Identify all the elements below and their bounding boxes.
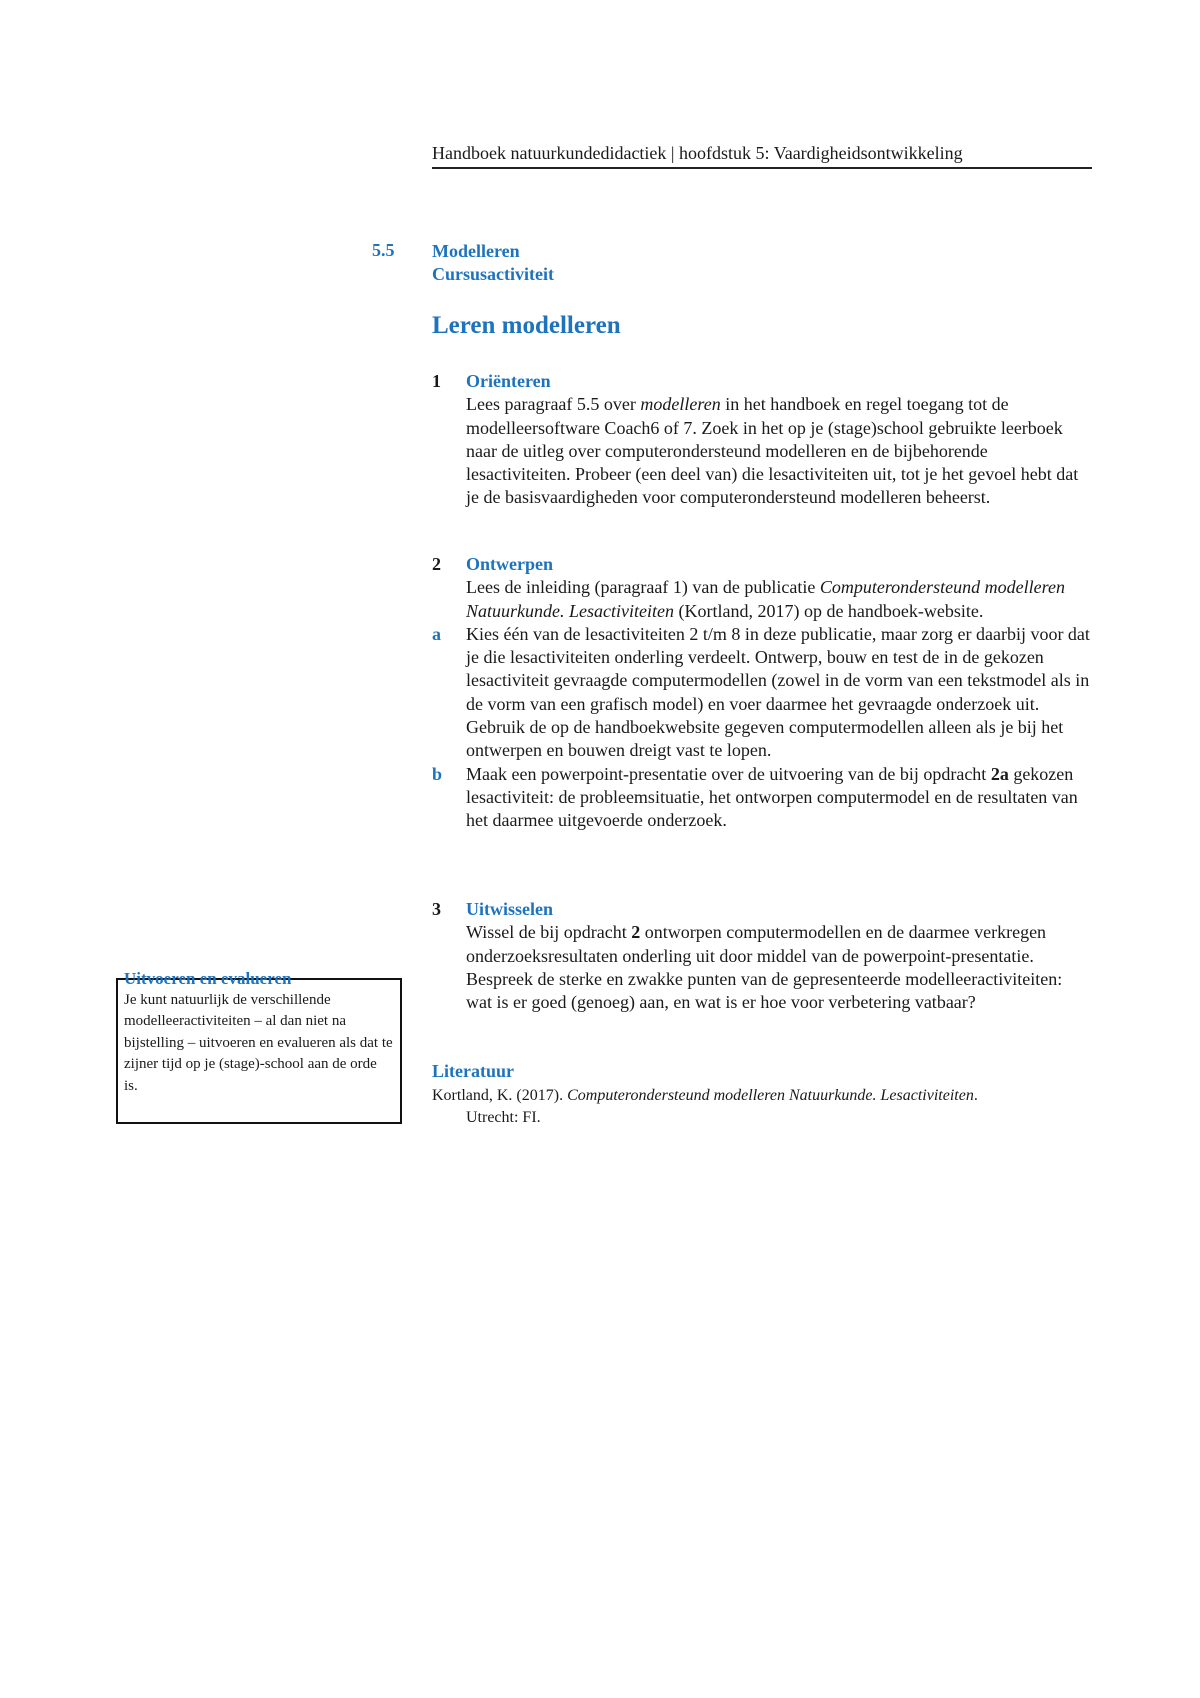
assignment-1: [432, 370, 1092, 510]
assignment-3: [432, 898, 1092, 1014]
section-subtitle: Cursusactiviteit: [432, 264, 554, 284]
sub-assignment-a: [432, 623, 1092, 763]
sub-text: Maak een powerpoint-presentatie over de uitvoering van de bij opdracht 2a gekozen lesactiviteit: de probleemsituatie, het ontworpen computermodel en de resultaten van het daarmee uitgevoerde onderzoek.: [466, 763, 1078, 831]
section-number: 5.5: [372, 240, 395, 260]
section-heading: [432, 240, 554, 286]
assignment-2: [432, 553, 1092, 833]
assignment-heading: Ontwerpen: [466, 554, 553, 574]
running-header: Handboek natuurkundedidactiek | hoofdstuk 5: Vaardigheidsontwikkeling: [432, 143, 1092, 169]
reference-publisher: Utrecht: FI.: [466, 1109, 541, 1126]
assignment-number: 3: [432, 899, 441, 919]
assignment-number: 2: [432, 554, 441, 574]
section-title: Modelleren: [432, 241, 520, 261]
assignment-number: 1: [432, 371, 441, 391]
sub-assignment-b: [432, 763, 1092, 833]
sub-text: Kies één van de lesactiviteiten 2 t/m 8 in deze publicatie, maar zorg er daarbij voor dat je die lesactiviteiten onderling verdeelt. Ontwerp, bouw en test de in de gekozen lesactiviteit gevraagde computermodellen (zowel in de vorm van een tekstmodel als in de vorm van een grafisch model) en voer daarmee het gevraagde onderzoek uit. Gebruik de op de handboekwebsite gegeven computermodellen alleen als je bij het ontwerpen en bouwen dreigt vast te lopen.: [466, 623, 1090, 761]
sub-letter: b: [432, 763, 443, 784]
literature-reference: Kortland, K. (2017). Computerondersteund modelleren Natuurkunde. Lesactiviteiten. Utrecht: FI.: [432, 1085, 1092, 1129]
assignment-body: Lees de inleiding (paragraaf 1) van de publicatie Computerondersteund modelleren Natuurkunde. Lesactiviteiten (Kortland, 2017) op de handboek-website.: [466, 577, 1065, 621]
assignment-heading: Oriënteren: [466, 371, 551, 391]
margin-note-title: Uitvoeren en evalueren: [124, 969, 292, 988]
assignment-body: Lees paragraaf 5.5 over modelleren in het handboek en regel toegang tot de modelleersoftware Coach6 of 7. Zoek in het op je (stage)school gebruikte leerboek naar de uitleg over computerondersteund modelleren en de bijbehorende lesactiviteiten. Probeer (een deel van) die lesactiviteiten uit, tot je het gevoel hebt dat je de basisvaardigheden voor computerondersteund modelleren beheerst.: [466, 394, 1079, 508]
sub-letter: a: [432, 623, 441, 644]
assignment-heading: Uitwisselen: [466, 899, 553, 919]
margin-note-box: [116, 969, 402, 1124]
page-title: Leren modelleren: [432, 312, 621, 339]
margin-note-text: Je kunt natuurlijk de verschillende modelleeractiviteiten – al dan niet na bijstelling – uitvoeren en evalueren als dat te zijner tijd op je (stage)-school aan de orde is.: [124, 991, 393, 1094]
literature-heading: Literatuur: [432, 1061, 514, 1081]
assignment-body: Wissel de bij opdracht 2 ontworpen computermodellen en de daarmee verkregen onderzoeksresultaten onderling uit door middel van de powerpoint-presentatie. Bespreek de sterke en zwakke punten van de gepresenteerde modelleeractiviteiten: wat is er goed (genoeg) aan, en wat is er hoe voor verbetering vatbaar?: [466, 922, 1063, 1013]
